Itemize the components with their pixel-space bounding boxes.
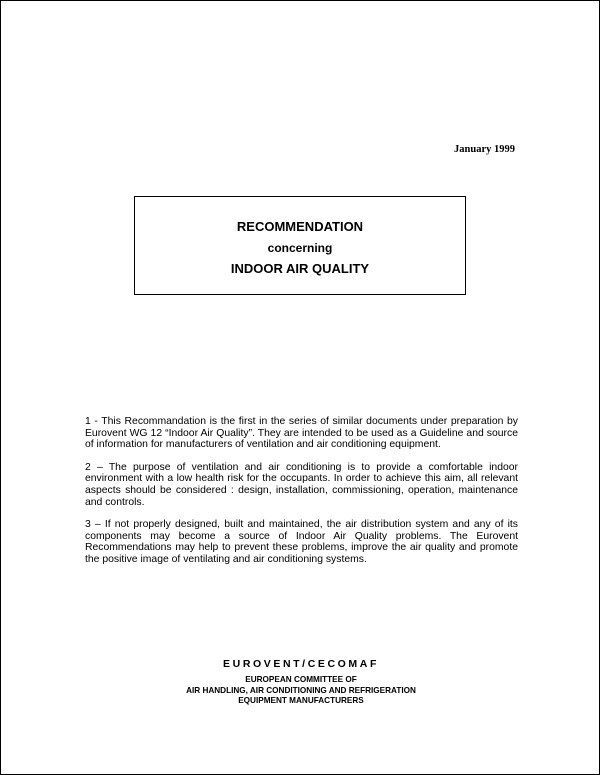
title-box	[134, 196, 466, 295]
footer-organization: EUROVENT/CECOMAF	[223, 658, 379, 670]
title-recommendation: RECOMMENDATION	[236, 219, 364, 234]
body-text	[85, 416, 518, 577]
footer-committee-line: EUROPEAN COMMITTEE OF	[245, 675, 357, 684]
paragraph-3: 3 – If not properly designed, built and maintained, the air distribution system and any of its components may become a source of Indoor Air Quality problems. The Eurovent Recommendations may help to prevent these problems, improve the air quality and promote the positive image of ventilating and air conditioning systems.	[85, 519, 518, 565]
title-concerning: concerning	[267, 241, 333, 255]
title-subject: INDOOR AIR QUALITY	[230, 261, 370, 276]
footer	[1, 658, 600, 707]
footer-industry-line: AIR HANDLING, AIR CONDITIONING AND REFRIGERATION	[186, 685, 416, 695]
paragraph-2: 2 – The purpose of ventilation and air conditioning is to provide a comfortable indoor environment with a low health risk for the occupants. In order to achieve this aim, all relevant aspects should be considered : design, installation, commissioning, operation, maintenance and controls.	[85, 461, 518, 508]
document-date: January 1999	[454, 144, 515, 155]
footer-manufacturers-line: EQUIPMENT MANUFACTURERS	[238, 696, 364, 705]
paragraph-1: 1 - This Recommandation is the first in the series of similar documents under preparation by Eurovent WG 12 “Indoor Air Quality”. They are intended to be used as a Guideline and source of information for manufacturers of ventilation and air conditioning equipment.	[85, 416, 518, 451]
